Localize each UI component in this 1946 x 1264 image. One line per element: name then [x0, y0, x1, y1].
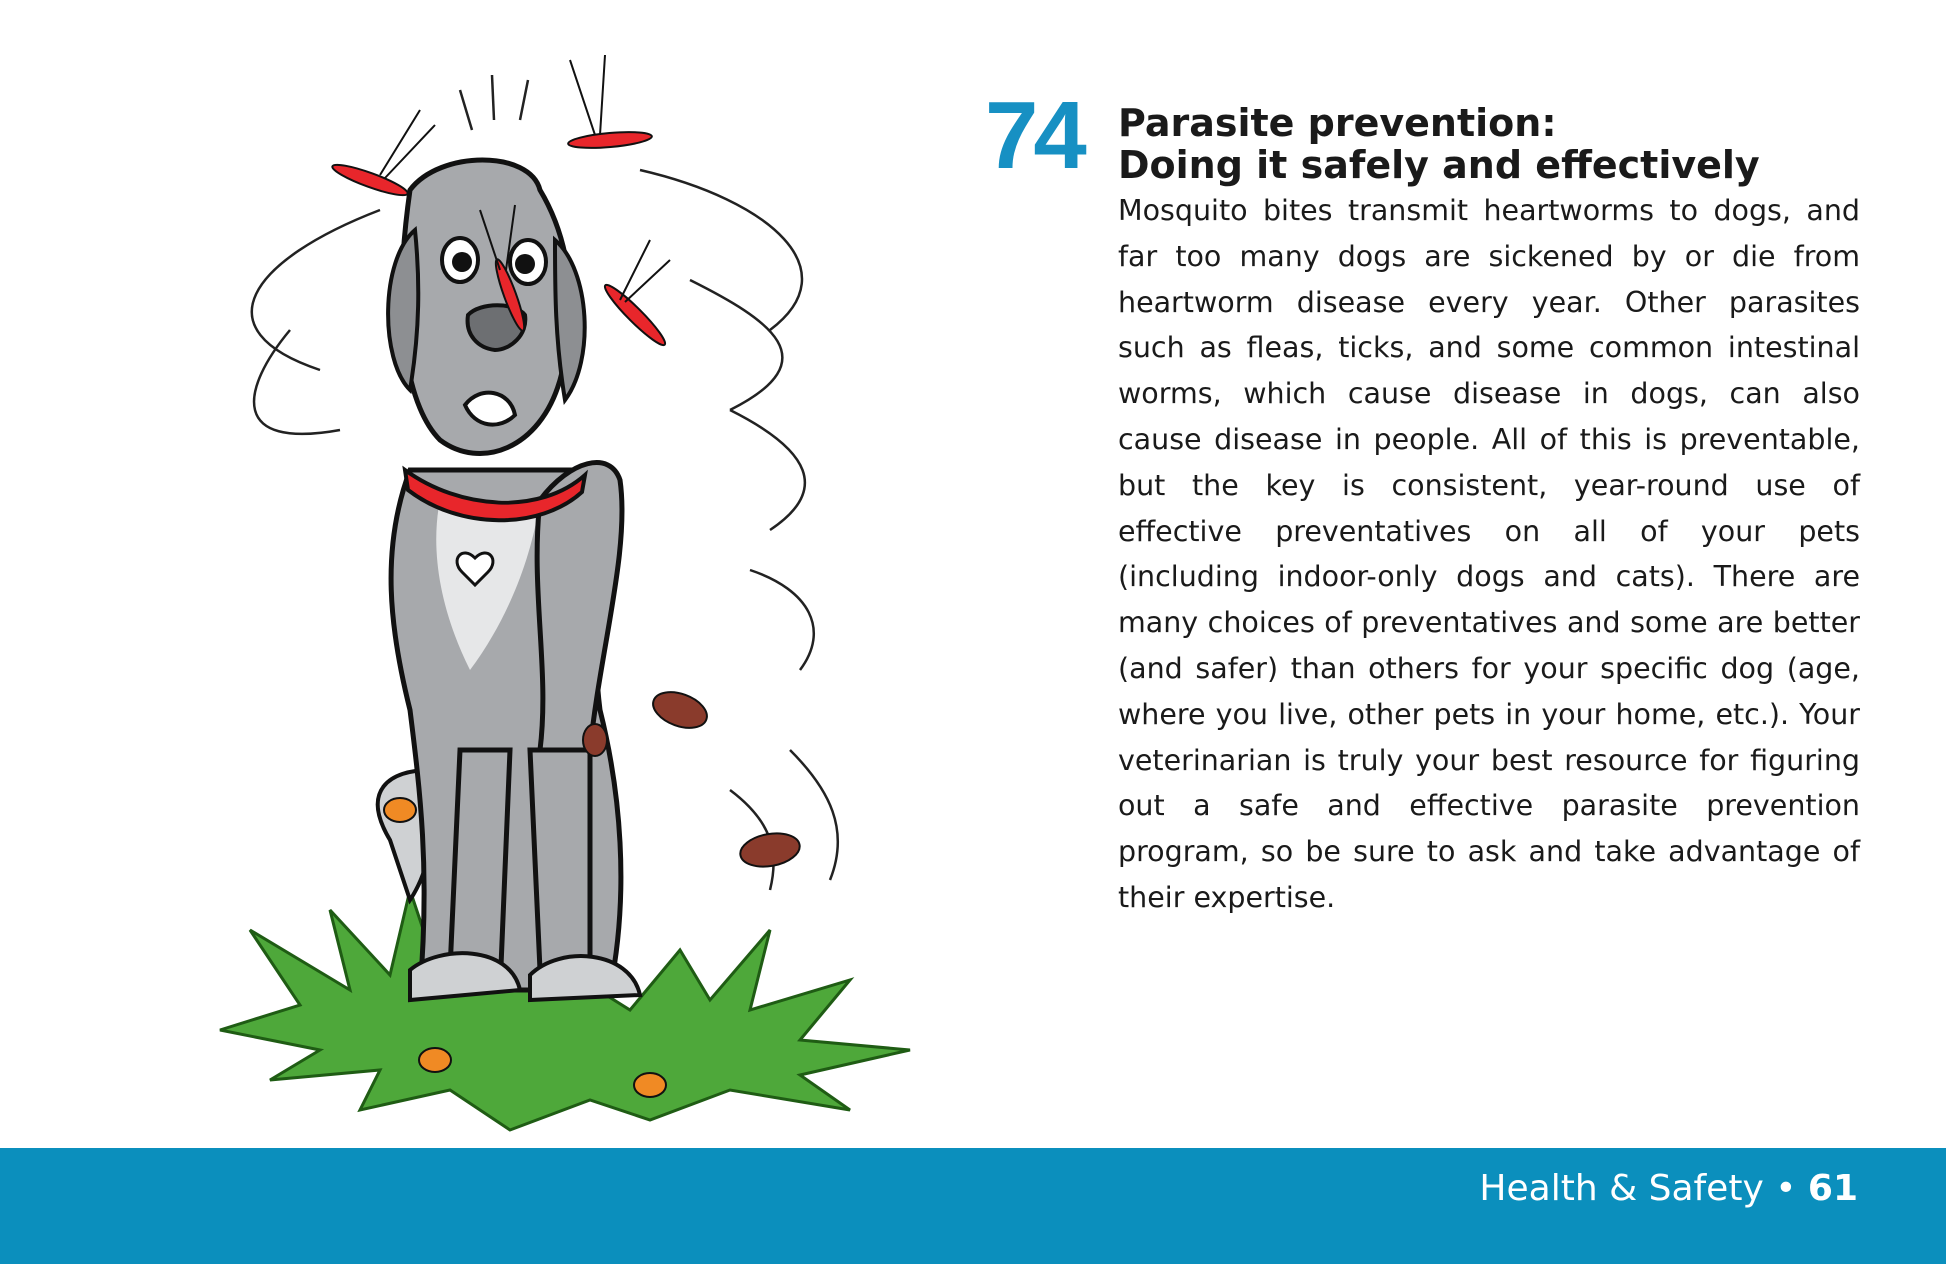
tip-title-line-1: Parasite prevention: — [1118, 101, 1557, 145]
tip-body-text: Mosquito bites transmit heartworms to dogs, and far too many dogs are sickened by or die from heartworm disease every year. Other parasites such as fleas, ticks, and some common intestinal worms, which cause disease in dogs, can also cause disease in people. All of this is preventable, but the key is consistent, year-round use of effective preventatives on all of your pets (including indoor-only dogs and cats). There are many choices of preventatives and some are better (and safer) than others for your specific dog (age, where you live, other pets in your home, etc.). Your veterinarian is truly your best resource for figuring out a safe and effective parasite prevention program, so be sure to ask and take advantage of their expertise. — [1118, 194, 1860, 914]
mosquito-icon — [600, 240, 670, 350]
dog-ear-left — [388, 230, 418, 390]
mosquito-icon — [568, 55, 653, 151]
page-number: 61 — [1807, 1168, 1858, 1209]
footer-section-name: Health & Safety — [1479, 1168, 1764, 1209]
dog-parasite-illustration — [210, 30, 970, 1150]
tip-number: 74 — [985, 82, 1082, 189]
footer-separator: • — [1775, 1168, 1797, 1209]
tip-title — [1118, 102, 1878, 186]
footer — [1479, 1168, 1858, 1210]
dog-ear-right — [555, 240, 585, 400]
tip-title-line-2: Doing it safely and effectively — [1118, 143, 1760, 187]
